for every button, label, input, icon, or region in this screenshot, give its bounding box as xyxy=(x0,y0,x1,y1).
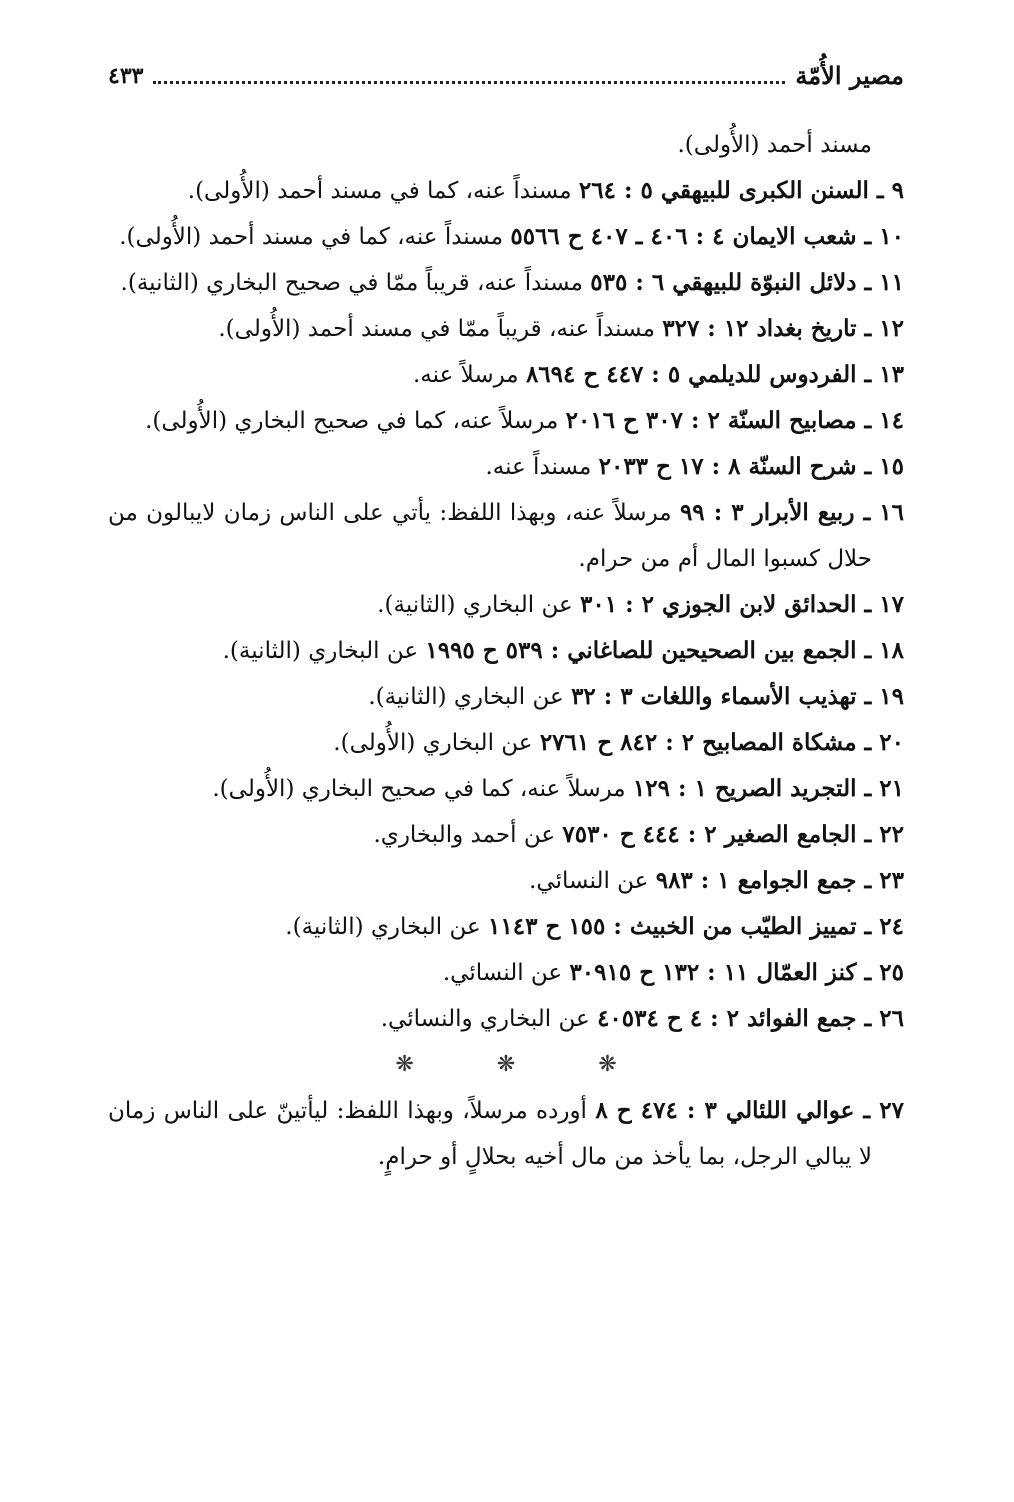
list-item-final xyxy=(108,1088,904,1180)
entries-container xyxy=(108,168,904,1042)
list-item xyxy=(108,812,904,858)
entry-text: مرسلاً عنه، وبهذا اللفظ: يأتي على الناس زمان لايبالون من حلال كسبوا المال أم من حرام. xyxy=(108,500,872,572)
entry-number: ٢٦ xyxy=(879,1005,904,1032)
entry-source: تمييز الطيّب من الخبيث : ١٥٥ ح ١١٤٣ xyxy=(488,913,857,940)
entry-text: مرسلاً عنه، كما في صحيح البخاري (الأُولى). xyxy=(212,776,626,802)
entry-dash: ـ xyxy=(868,177,892,204)
entry-dash: ـ xyxy=(854,499,880,526)
entry-source: الجامع الصغير ٢ : ٤٤٤ ح ٧٥٣٠ xyxy=(562,821,857,848)
entry-source: السنن الكبرى للبيهقي ٥ : ٢٦٤ xyxy=(578,177,869,204)
entry-text: مرسلاً عنه، كما في صحيح البخاري (الأُولى). xyxy=(145,408,559,434)
entry-number: ١٧ xyxy=(879,591,904,618)
list-item xyxy=(108,168,904,214)
entry-source: شعب الايمان ٤ : ٤٠٦ ـ ٤٠٧ ح ٥٥٦٦ xyxy=(510,223,857,250)
running-title: مصير الأُمّة xyxy=(795,61,904,90)
entry-text: عن البخاري (الثانية). xyxy=(222,638,419,664)
entry-source: تهذيب الأسماء واللغات ٣ : ٣٢ xyxy=(571,683,857,710)
entry-number: ١٦ xyxy=(879,499,904,526)
entry-dash: ـ xyxy=(856,959,880,986)
entry-dash: ـ xyxy=(856,637,880,664)
entry-number: ٢٤ xyxy=(879,913,904,940)
entry-source: مصابيح السنّة ٢ : ٣٠٧ ح ٢٠١٦ xyxy=(565,407,857,434)
list-item xyxy=(108,950,904,996)
entry-source: دلائل النبوّة للبيهقي ٦ : ٥٣٥ xyxy=(590,269,857,296)
entry-dash: ـ xyxy=(856,315,880,342)
entry-text: مرسلاً عنه. xyxy=(413,362,519,388)
list-item xyxy=(108,306,904,352)
entry-number: ١٣ xyxy=(879,361,904,388)
list-item xyxy=(108,858,904,904)
entry-source: التجريد الصريح ١ : ١٢٩ xyxy=(632,775,857,802)
list-item xyxy=(108,214,904,260)
entry-text: أورده مرسلاً، وبهذا اللفظ: ليأتينّ على الناس زمان لا يبالي الرجل، بما يأخذ من مال أخيه بحلالٍ أو حرامٍ. xyxy=(108,1098,872,1170)
entry-number: ٩ xyxy=(891,177,904,204)
entry-source: جمع الجوامع ١ : ٩٨٣ xyxy=(655,867,857,894)
entry-dash: ـ xyxy=(856,223,880,250)
entry-text: عن أحمد والبخاري. xyxy=(373,822,556,848)
entry-source: شرح السنّة ٨ : ١٧ ح ٢٠٣٣ xyxy=(598,453,857,480)
entry-text: عن البخاري (الثانية). xyxy=(377,592,573,618)
entry-dash: ـ xyxy=(856,269,880,296)
list-item xyxy=(108,352,904,398)
entry-text: عن النسائي. xyxy=(442,960,563,986)
entry-dash: ـ xyxy=(856,361,880,388)
list-item xyxy=(108,582,904,628)
entry-dash: ـ xyxy=(856,729,880,756)
section-separator: ❋ ❋ ❋ xyxy=(395,1052,655,1077)
running-header xyxy=(108,48,904,92)
entry-source: كنز العمّال ١١ : ١٣٢ ح ٣٠٩١٥ xyxy=(569,959,857,986)
entry-dash: ـ xyxy=(856,453,880,480)
entry-text: مسنداً عنه، قريباً ممّا في مسند أحمد (الأُولى). xyxy=(218,316,655,342)
list-item xyxy=(108,628,904,674)
list-item xyxy=(108,490,904,582)
page-number: ٤٣٣ xyxy=(108,63,144,89)
entry-number: ٢٧ xyxy=(879,1097,904,1124)
entry-number: ٢١ xyxy=(879,775,904,802)
entry-number: ٢٢ xyxy=(879,821,904,848)
entry-source: الحدائق لابن الجوزي ٢ : ٣٠١ xyxy=(580,591,857,618)
list-item xyxy=(108,766,904,812)
footnote-list xyxy=(108,122,904,1180)
entry-source: تاريخ بغداد ١٢ : ٣٢٧ xyxy=(662,315,857,342)
entry-text: عن البخاري (الثانية). xyxy=(368,684,564,710)
entry-number: ٢٠ xyxy=(879,729,904,756)
continuation-line: مسند أحمد (الأُولى). xyxy=(677,132,872,158)
entry-dash: ـ xyxy=(856,1005,880,1032)
entry-text: عن البخاري (الثانية). xyxy=(285,914,481,940)
entry-number: ٢٥ xyxy=(879,959,904,986)
entry-text: مسنداً عنه، كما في مسند أحمد (الأُولى). xyxy=(119,224,504,250)
entry-dash: ـ xyxy=(854,1097,880,1124)
entry-number: ١٤ xyxy=(879,407,904,434)
entry-dash: ـ xyxy=(856,407,880,434)
list-item xyxy=(108,444,904,490)
list-item xyxy=(108,260,904,306)
entry-number: ٢٣ xyxy=(879,867,904,894)
dotted-leader xyxy=(153,81,785,84)
entry-dash: ـ xyxy=(856,775,880,802)
entry-dash: ـ xyxy=(856,591,880,618)
entry-number: ١٠ xyxy=(879,223,904,250)
entry-source: عوالي اللئالي ٣ : ٤٧٤ ح ٨ xyxy=(595,1097,855,1124)
entry-source: جمع الفوائد ٢ : ٤ ح ٤٠٥٣٤ xyxy=(597,1005,857,1032)
entry-source: ربيع الأبرار ٣ : ٩٩ xyxy=(679,499,855,526)
list-item xyxy=(108,398,904,444)
entry-text: مسنداً عنه، قريباً ممّا في صحيح البخاري (الثانية). xyxy=(120,270,583,296)
entry-dash: ـ xyxy=(856,683,880,710)
list-item xyxy=(108,674,904,720)
entry-source: مشكاة المصابيح ٢ : ٨٤٢ ح ٢٧٦١ xyxy=(539,729,857,756)
entry-text: عن البخاري والنسائي. xyxy=(380,1006,590,1032)
entry-text: عن النسائي. xyxy=(529,868,649,894)
list-item xyxy=(108,904,904,950)
entry-dash: ـ xyxy=(856,913,880,940)
entry-text: مسنداً عنه. xyxy=(485,454,592,480)
entry-text: مسنداً عنه، كما في مسند أحمد (الأُولى). xyxy=(187,178,572,204)
list-item xyxy=(108,720,904,766)
entry-text: عن البخاري (الأُولى). xyxy=(333,730,533,756)
list-item xyxy=(108,996,904,1042)
entry-number: ١٢ xyxy=(879,315,904,342)
entry-dash: ـ xyxy=(856,867,880,894)
entry-number: ١١ xyxy=(879,269,904,296)
entry-source: الجمع بين الصحيحين للصاغاني : ٥٣٩ ح ١٩٩٥ xyxy=(425,637,857,664)
entry-source: الفردوس للديلمي ٥ : ٤٤٧ ح ٨٦٩٤ xyxy=(525,361,857,388)
entry-dash: ـ xyxy=(856,821,880,848)
entry-number: ١٥ xyxy=(879,453,904,480)
entry-number: ١٨ xyxy=(879,637,904,664)
entry-number: ١٩ xyxy=(879,683,904,710)
